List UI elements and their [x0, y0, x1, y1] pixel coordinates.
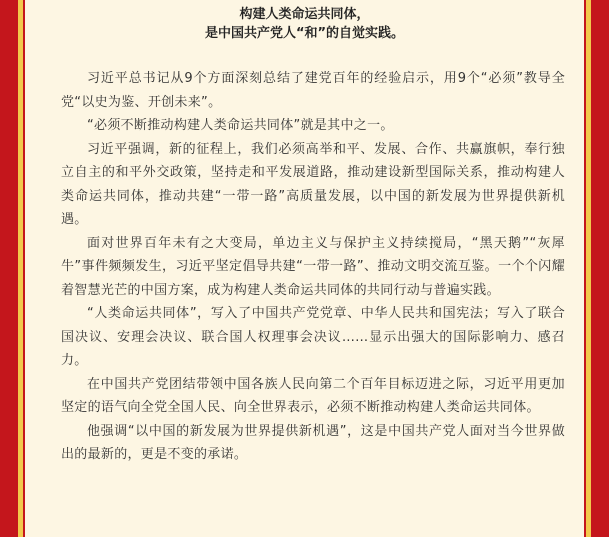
article-panel: [25, 0, 584, 537]
gold-border-right: [586, 0, 591, 537]
paragraph: 习近平强调，新的征程上，我们必须高举和平、发展、合作、共赢旗帜，奉行独立自主的和平外交政策，坚持走和平发展道路，推动建设新型国际关系，推动构建人类命运共同体，推动共建“一带一路”高质量发展，以中国的新发展为世界提供新机遇。: [61, 141, 565, 227]
heading-line-1: 构建人类命运共同体，: [239, 7, 370, 22]
paragraph: 习近平总书记从9个方面深刻总结了建党百年的经验启示，用9个“必须”教导全党“以史为鉴、开创未来”。: [61, 71, 565, 110]
heading-line-2: 是中国共产党人“和”的自觉实践。: [204, 26, 405, 41]
paragraph: 在中国共产党团结带领中国各族人民向第二个百年目标迈进之际，习近平用更加坚定的语气向全党全国人民、向全世界表示，必须不断推动构建人类命运共同体。: [61, 376, 565, 415]
gold-border-left: [18, 0, 23, 537]
article-body: [61, 67, 565, 467]
paragraph: 面对世界百年未有之大变局，单边主义与保护主义持续搅局，“黑天鹅”“灰犀牛”事件频频发生，习近平坚定倡导共建“一带一路”、推动文明交流互鉴。一个个闪耀着智慧光芒的中国方案，成为构建人类命运共同体的共同行动与普遍实践。: [61, 235, 565, 298]
paragraph: 他强调“以中国的新发展为世界提供新机遇”，这是中国共产党人面对当今世界做出的最新的，更是不变的承诺。: [61, 423, 565, 462]
article-heading: [25, 5, 584, 43]
paragraph: “人类命运共同体”，写入了中国共产党党章、中华人民共和国宪法；写入了联合国决议、安理会决议、联合国人权理事会决议……显示出强大的国际影响力、感召力。: [61, 306, 565, 368]
paragraph: “必须不断推动构建人类命运共同体”就是其中之一。: [87, 118, 394, 133]
